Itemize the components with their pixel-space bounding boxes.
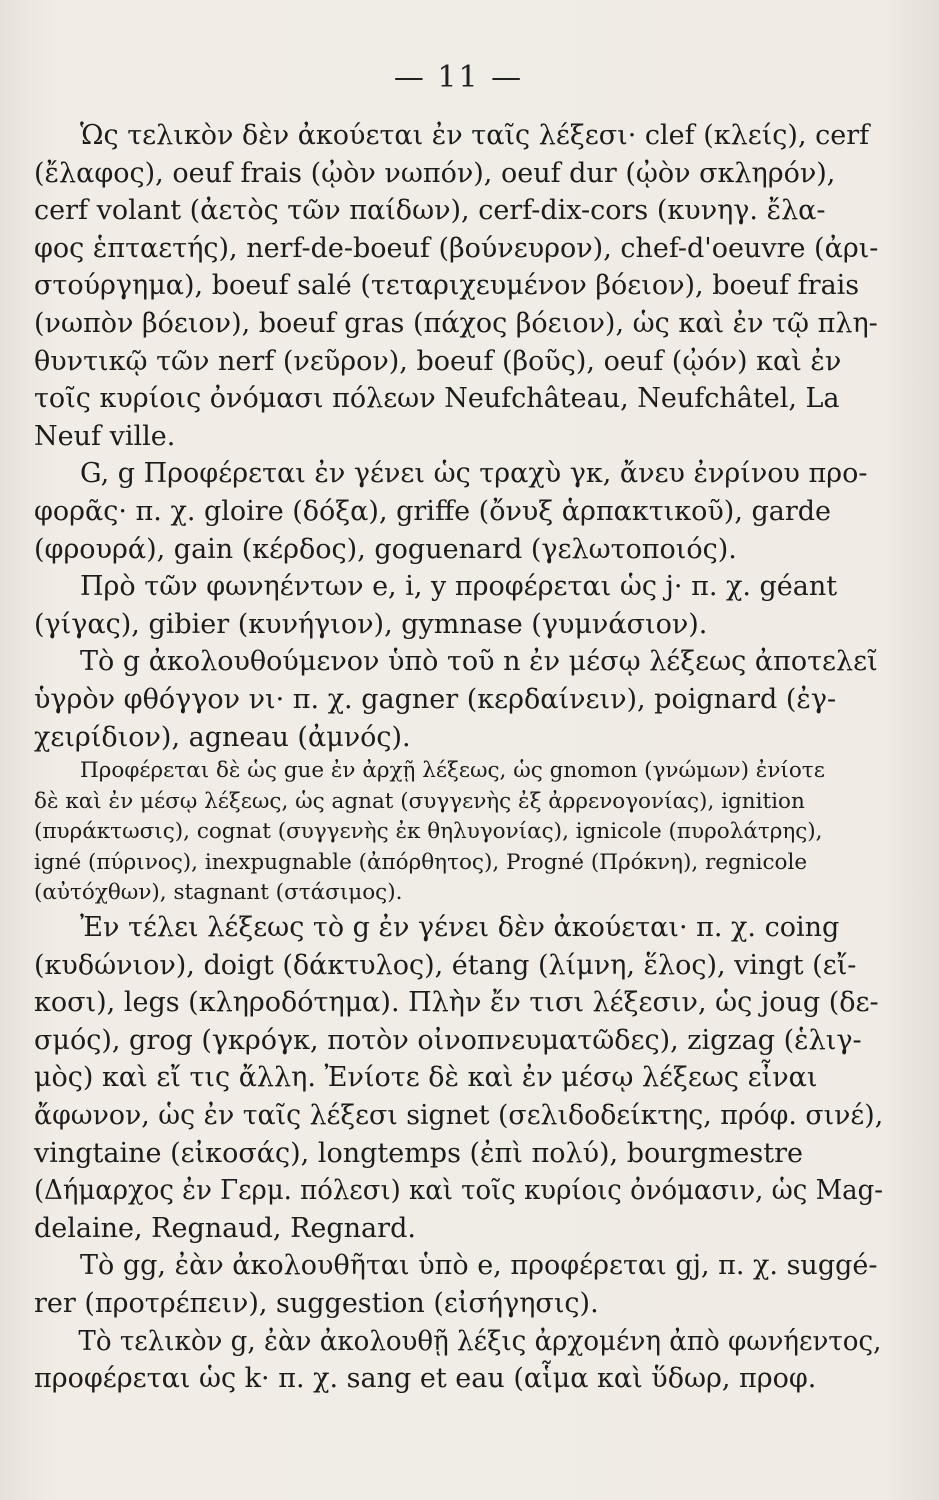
text-line: ἄφωνον, ὡς ἐν ταῖς λέξεσι signet (σελιδοδείκτης, πρόφ. σινέ),	[34, 1100, 884, 1132]
text-line: ὑγρὸν φθόγγον νι· π. χ. gagner (κερδαίνειν), poignard (ἐγ-	[34, 683, 837, 715]
text-line: μὸς) καὶ εἴ τις ἄλλη. Ἐνίοτε δὲ καὶ ἐν μέσῳ λέξεως εἶναι	[34, 1062, 818, 1094]
text-line: στούργημα), boeuf salé (τεταριχευμένον βόειον), boeuf frais	[34, 270, 860, 302]
paragraph	[34, 1323, 883, 1398]
text-line: (ἔλαφος), oeuf frais (ᾠὸν νωπόν), oeuf dur (ᾠὸν σκληρόν),	[34, 157, 836, 189]
text-line: vingtaine (εἰκοσάς), longtemps (ἐπὶ πολύ), bourgmestre	[34, 1137, 803, 1169]
text-line: (Δήμαρχος ἐν Γερμ. πόλεσι) καὶ τοῖς κυρίοις ὀνόμασιν, ὡς Mag-	[34, 1175, 883, 1207]
text-line: (πυράκτωσις), cognat (συγγενὴς ἐκ θηλυγονίας), ignicole (πυρολάτρης),	[34, 819, 823, 845]
text-line: delaine, Regnaud, Regnard.	[34, 1212, 416, 1244]
body-text	[34, 117, 883, 1398]
text-line: κοσι), legs (κληροδότημα). Πλὴν ἔν τισι λέξεσιν, ὡς joug (δε-	[34, 987, 879, 1019]
text-line: Ὡς τελικὸν δὲν ἀκούεται ἐν ταῖς λέξεσι· clef (κλείς), cerf	[80, 120, 870, 151]
text-line: Τὸ τελικὸν g, ἐὰν ἀκολουθῇ λέξις ἀρχομένη ἀπὸ φωνήεντος,	[78, 1325, 882, 1357]
paragraph	[34, 909, 883, 1247]
paragraph	[34, 568, 883, 643]
text-line: φορᾶς· π. χ. gloire (δόξα), griffe (ὄνυξ ἁρπακτικοῦ), garde	[34, 495, 832, 527]
text-line: (κυδώνιον), doigt (δάκτυλος), étang (λίμνη, ἕλος), vingt (εἴ-	[34, 949, 857, 981]
paragraph	[34, 455, 883, 568]
text-line: igné (πύρινος), inexpugnable (ἀπόρθητος), Progné (Πρόκνη), regnicole	[34, 849, 808, 875]
text-line: (φρουρά), gain (κέρδος), goguenard (γελωτοποιός).	[34, 533, 737, 565]
text-line: Προφέρεται δὲ ὡς gue ἐν ἀρχῇ λέξεως, ὡς gnomon (γνώμων) ἐνίοτε	[80, 758, 825, 784]
text-line: Τὸ g ἀκολουθούμενον ὑπὸ τοῦ n ἐν μέσῳ λέξεως ἀποτελεῖ	[80, 646, 878, 678]
text-line: τοῖς κυρίοις ὀνόμασι πόλεων Neufchâteau, Neufchâtel, La	[34, 383, 840, 415]
text-line: (γίγας), gibier (κυνήγιον), gymnase (γυμνάσιον).	[34, 608, 708, 640]
paragraph	[34, 643, 883, 756]
text-line: G, g Προφέρεται ἐν γένει ὡς τραχὺ γκ, ἄνευ ἐνρίνου προ-	[80, 458, 868, 490]
text-line: Neuf ville.	[34, 420, 176, 452]
text-line: rer (προτρέπειν), suggestion (εἰσήγησις).	[34, 1288, 599, 1319]
text-line: cerf volant (ἀετὸς τῶν παίδων), cerf-dix-cors (κυνηγ. ἔλα-	[34, 195, 826, 227]
text-line: θυντικῷ τῶν nerf (νεῦρον), boeuf (βοῦς), oeuf (ᾠόν) καὶ ἐν	[34, 345, 842, 377]
text-line: σμός), grog (γκρόγκ, ποτὸν οἰνοπνευματῶδες), zigzag (ἑλιγ-	[34, 1024, 862, 1056]
text-line: προφέρεται ὡς k· π. χ. sang et eau (αἷμα καὶ ὕδωρ, προφ.	[34, 1363, 817, 1395]
text-line: Πρὸ τῶν φωνηέντων e, i, y προφέρεται ὡς j· π. χ. géant	[80, 571, 838, 603]
text-line: Ἐν τέλει λέξεως τὸ g ἐν γένει δὲν ἀκούεται· π. χ. coing	[80, 912, 840, 944]
text-line: (αὐτόχθων), stagnant (στάσιμος).	[34, 880, 403, 906]
paragraph	[34, 1247, 883, 1322]
text-line: φος ἑπταετής), nerf-de-boeuf (βούνευρον), chef-d'oeuvre (ἀρι-	[34, 232, 879, 264]
paragraph	[34, 117, 883, 455]
text-line: δὲ καὶ ἐν μέσῳ λέξεως, ὡς agnat (συγγενὴς ἐξ ἀρρενογονίας), ignition	[34, 788, 805, 814]
text-line: (νωπὸν βόειον), boeuf gras (πάχος βόειον), ὡς καὶ ἐν τῷ πλη-	[34, 307, 878, 339]
paragraph	[34, 756, 883, 909]
page-number: — 11 —	[393, 60, 524, 95]
text-line: χειρίδιον), agneau (ἀμνός).	[34, 721, 411, 753]
text-line: Τὸ gg, ἐὰν ἀκολουθῆται ὑπὸ e, προφέρεται gj, π. χ. suggé-	[80, 1250, 878, 1282]
